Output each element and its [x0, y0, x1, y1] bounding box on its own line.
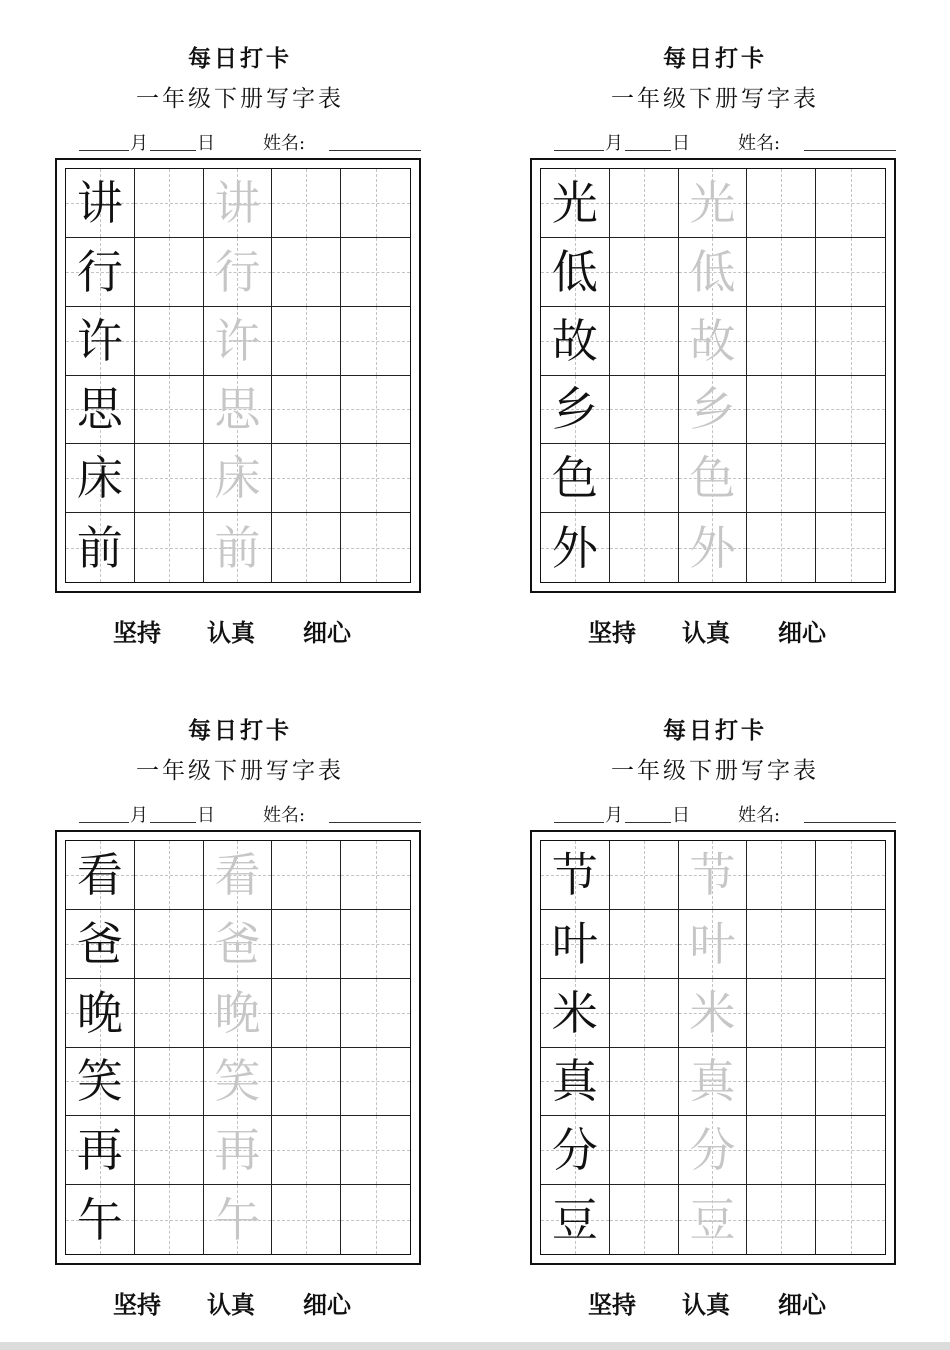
- model-cell: [541, 979, 610, 1048]
- practice-cell[interactable]: [272, 1116, 341, 1185]
- practice-cell[interactable]: [272, 444, 341, 513]
- month-blank[interactable]: [79, 150, 129, 151]
- model-cell: [66, 1116, 135, 1185]
- card-subtitle: 一年级下册写字表: [611, 758, 819, 784]
- trace-cell: [204, 307, 273, 376]
- practice-cell[interactable]: [272, 513, 341, 582]
- practice-cell[interactable]: [816, 444, 885, 513]
- model-cell: [541, 1048, 610, 1117]
- trace-cell: [679, 910, 748, 979]
- practice-grid: [540, 840, 886, 1255]
- name-blank[interactable]: [804, 822, 896, 823]
- practice-cell[interactable]: [816, 1116, 885, 1185]
- model-character: 外: [551, 520, 598, 575]
- trace-character: 前: [214, 520, 261, 575]
- trace-character: 爸: [214, 916, 261, 971]
- day-blank[interactable]: [150, 150, 196, 151]
- practice-cell[interactable]: [272, 910, 341, 979]
- month-blank[interactable]: [79, 822, 129, 823]
- trace-character: 真: [689, 1054, 736, 1109]
- model-cell: [541, 376, 610, 445]
- model-character: 看: [76, 847, 123, 902]
- model-cell: [66, 910, 135, 979]
- practice-cell[interactable]: [610, 307, 679, 376]
- month-blank[interactable]: [554, 150, 604, 151]
- practice-cell[interactable]: [341, 513, 410, 582]
- model-cell: [66, 307, 135, 376]
- trace-cell: [679, 1185, 748, 1254]
- practice-cell[interactable]: [135, 513, 204, 582]
- practice-cell[interactable]: [341, 841, 410, 910]
- practice-cell[interactable]: [135, 910, 204, 979]
- practice-grid: [540, 168, 886, 583]
- trace-character: 故: [689, 313, 736, 368]
- model-cell: [541, 841, 610, 910]
- practice-cell[interactable]: [135, 1185, 204, 1254]
- motto: [530, 613, 896, 647]
- day-blank[interactable]: [625, 822, 671, 823]
- practice-cell[interactable]: [816, 169, 885, 238]
- trace-cell: [679, 513, 748, 582]
- practice-cell[interactable]: [272, 841, 341, 910]
- trace-cell: [204, 169, 273, 238]
- practice-cell[interactable]: [610, 1185, 679, 1254]
- practice-cell[interactable]: [747, 841, 816, 910]
- name-blank[interactable]: [329, 150, 421, 151]
- model-character: 节: [551, 847, 598, 902]
- practice-cell[interactable]: [135, 238, 204, 307]
- motto-persist: 坚持: [588, 1290, 636, 1319]
- trace-cell: [679, 1048, 748, 1117]
- model-cell: [66, 841, 135, 910]
- day-blank[interactable]: [625, 150, 671, 151]
- practice-cell[interactable]: [135, 307, 204, 376]
- trace-cell: [204, 513, 273, 582]
- motto-careful: 细心: [778, 618, 826, 647]
- trace-character: 米: [689, 985, 736, 1040]
- model-cell: [541, 307, 610, 376]
- practice-cell[interactable]: [747, 1116, 816, 1185]
- trace-character: 思: [214, 382, 261, 437]
- date-name-line: [554, 798, 900, 828]
- practice-cell[interactable]: [747, 238, 816, 307]
- practice-cell[interactable]: [610, 1048, 679, 1117]
- trace-cell: [204, 841, 273, 910]
- practice-cell[interactable]: [272, 979, 341, 1048]
- model-character: 前: [76, 520, 123, 575]
- trace-character: 再: [214, 1123, 261, 1178]
- motto-careful: 细心: [303, 1290, 351, 1319]
- model-character: 色: [551, 451, 598, 506]
- trace-cell: [204, 910, 273, 979]
- trace-cell: [204, 1116, 273, 1185]
- name-blank[interactable]: [804, 150, 896, 151]
- practice-grid: [65, 840, 411, 1255]
- practice-cell[interactable]: [135, 1116, 204, 1185]
- motto-persist: 坚持: [113, 618, 161, 647]
- card-title: 每日打卡: [188, 45, 292, 72]
- day-label: 日: [197, 805, 215, 826]
- practice-cell[interactable]: [610, 238, 679, 307]
- model-character: 讲: [76, 175, 123, 230]
- practice-card: [55, 8, 425, 647]
- motto-careful: 细心: [778, 1290, 826, 1319]
- bottom-scroll-band: [0, 1342, 950, 1350]
- trace-cell: [679, 238, 748, 307]
- model-cell: [541, 1116, 610, 1185]
- trace-character: 豆: [689, 1192, 736, 1247]
- model-character: 米: [551, 985, 598, 1040]
- card-title: 每日打卡: [663, 45, 767, 72]
- card-subtitle: 一年级下册写字表: [136, 758, 344, 784]
- motto: [530, 1285, 896, 1319]
- practice-cell[interactable]: [816, 910, 885, 979]
- model-cell: [541, 1185, 610, 1254]
- model-character: 许: [76, 313, 123, 368]
- practice-cell[interactable]: [816, 1185, 885, 1254]
- date-name-line: [79, 798, 425, 828]
- practice-cell[interactable]: [135, 841, 204, 910]
- model-cell: [541, 513, 610, 582]
- card-title: 每日打卡: [188, 717, 292, 744]
- trace-character: 看: [214, 847, 261, 902]
- trace-character: 讲: [214, 175, 261, 230]
- month-label: 月: [605, 133, 623, 154]
- day-label: 日: [197, 133, 215, 154]
- practice-frame: [530, 158, 896, 593]
- model-cell: [66, 376, 135, 445]
- trace-cell: [679, 841, 748, 910]
- trace-character: 晚: [214, 985, 261, 1040]
- trace-cell: [204, 238, 273, 307]
- model-character: 真: [551, 1054, 598, 1109]
- practice-cell[interactable]: [816, 979, 885, 1048]
- trace-character: 笑: [214, 1054, 261, 1109]
- practice-cell[interactable]: [272, 1185, 341, 1254]
- practice-cell[interactable]: [272, 1048, 341, 1117]
- trace-character: 许: [214, 313, 261, 368]
- practice-card: [530, 680, 900, 1319]
- month-label: 月: [130, 805, 148, 826]
- practice-cell[interactable]: [747, 1185, 816, 1254]
- trace-cell: [679, 444, 748, 513]
- month-blank[interactable]: [554, 822, 604, 823]
- motto: [55, 613, 421, 647]
- trace-character: 光: [689, 175, 736, 230]
- practice-cell[interactable]: [341, 1048, 410, 1117]
- practice-cell[interactable]: [341, 979, 410, 1048]
- practice-cell[interactable]: [747, 979, 816, 1048]
- model-cell: [66, 979, 135, 1048]
- model-cell: [66, 1185, 135, 1254]
- practice-cell[interactable]: [610, 444, 679, 513]
- model-character: 豆: [551, 1192, 598, 1247]
- practice-cell[interactable]: [272, 376, 341, 445]
- practice-cell[interactable]: [135, 979, 204, 1048]
- practice-cell[interactable]: [747, 513, 816, 582]
- trace-cell: [204, 444, 273, 513]
- trace-character: 色: [689, 451, 736, 506]
- trace-character: 床: [214, 451, 261, 506]
- motto-earnest: 认真: [207, 1290, 255, 1319]
- day-blank[interactable]: [150, 822, 196, 823]
- trace-cell: [204, 376, 273, 445]
- model-cell: [66, 238, 135, 307]
- practice-cell[interactable]: [341, 910, 410, 979]
- model-character: 床: [76, 451, 123, 506]
- practice-cell[interactable]: [610, 169, 679, 238]
- trace-cell: [679, 307, 748, 376]
- name-label: 姓名:: [738, 805, 781, 826]
- model-character: 晚: [76, 985, 123, 1040]
- model-character: 光: [551, 175, 598, 230]
- model-cell: [66, 1048, 135, 1117]
- practice-cell[interactable]: [816, 841, 885, 910]
- practice-cell[interactable]: [816, 376, 885, 445]
- model-character: 低: [551, 244, 598, 299]
- practice-cell[interactable]: [610, 513, 679, 582]
- practice-cell[interactable]: [747, 307, 816, 376]
- practice-cell[interactable]: [341, 444, 410, 513]
- model-cell: [66, 444, 135, 513]
- practice-cell[interactable]: [816, 1048, 885, 1117]
- practice-cell[interactable]: [135, 376, 204, 445]
- practice-cell[interactable]: [747, 444, 816, 513]
- trace-cell: [679, 169, 748, 238]
- practice-cell[interactable]: [341, 238, 410, 307]
- practice-cell[interactable]: [341, 1116, 410, 1185]
- practice-cell[interactable]: [341, 307, 410, 376]
- month-label: 月: [605, 805, 623, 826]
- trace-cell: [204, 1185, 273, 1254]
- practice-frame: [55, 158, 421, 593]
- practice-cell[interactable]: [747, 376, 816, 445]
- trace-character: 分: [689, 1123, 736, 1178]
- card-subtitle: 一年级下册写字表: [136, 86, 344, 112]
- name-label: 姓名:: [263, 805, 306, 826]
- name-label: 姓名:: [263, 133, 306, 154]
- practice-frame: [55, 830, 421, 1265]
- model-character: 分: [551, 1123, 598, 1178]
- trace-cell: [679, 1116, 748, 1185]
- trace-character: 节: [689, 847, 736, 902]
- practice-cell[interactable]: [135, 1048, 204, 1117]
- practice-cell[interactable]: [272, 169, 341, 238]
- practice-card: [55, 680, 425, 1319]
- practice-cell[interactable]: [341, 1185, 410, 1254]
- motto: [55, 1285, 421, 1319]
- motto-earnest: 认真: [682, 618, 730, 647]
- trace-cell: [204, 1048, 273, 1117]
- model-cell: [66, 513, 135, 582]
- practice-frame: [530, 830, 896, 1265]
- month-label: 月: [130, 133, 148, 154]
- practice-cell[interactable]: [610, 979, 679, 1048]
- practice-card: [530, 8, 900, 647]
- trace-cell: [204, 979, 273, 1048]
- practice-cell[interactable]: [341, 376, 410, 445]
- motto-persist: 坚持: [113, 1290, 161, 1319]
- practice-cell[interactable]: [816, 238, 885, 307]
- practice-cell[interactable]: [135, 444, 204, 513]
- date-name-line: [79, 126, 425, 156]
- trace-character: 外: [689, 520, 736, 575]
- model-character: 故: [551, 313, 598, 368]
- practice-grid: [65, 168, 411, 583]
- practice-cell[interactable]: [341, 169, 410, 238]
- day-label: 日: [672, 805, 690, 826]
- model-character: 思: [76, 382, 123, 437]
- card-title: 每日打卡: [663, 717, 767, 744]
- model-character: 乡: [551, 382, 598, 437]
- model-character: 笑: [76, 1054, 123, 1109]
- model-character: 再: [76, 1123, 123, 1178]
- trace-character: 行: [214, 244, 261, 299]
- practice-cell[interactable]: [135, 169, 204, 238]
- practice-cell[interactable]: [747, 169, 816, 238]
- model-cell: [541, 169, 610, 238]
- model-character: 午: [76, 1192, 123, 1247]
- motto-persist: 坚持: [588, 618, 636, 647]
- trace-character: 低: [689, 244, 736, 299]
- model-cell: [541, 444, 610, 513]
- model-character: 行: [76, 244, 123, 299]
- date-name-line: [554, 126, 900, 156]
- practice-cell[interactable]: [610, 910, 679, 979]
- card-subtitle: 一年级下册写字表: [611, 86, 819, 112]
- practice-cell[interactable]: [610, 376, 679, 445]
- model-character: 爸: [76, 916, 123, 971]
- motto-earnest: 认真: [682, 1290, 730, 1319]
- name-blank[interactable]: [329, 822, 421, 823]
- model-cell: [66, 169, 135, 238]
- trace-character: 叶: [689, 916, 736, 971]
- model-character: 叶: [551, 916, 598, 971]
- practice-cell[interactable]: [610, 841, 679, 910]
- practice-cell[interactable]: [747, 910, 816, 979]
- name-label: 姓名:: [738, 133, 781, 154]
- practice-cell[interactable]: [272, 307, 341, 376]
- model-cell: [541, 238, 610, 307]
- practice-cell[interactable]: [816, 513, 885, 582]
- day-label: 日: [672, 133, 690, 154]
- trace-cell: [679, 376, 748, 445]
- practice-cell[interactable]: [610, 1116, 679, 1185]
- practice-cell[interactable]: [747, 1048, 816, 1117]
- motto-careful: 细心: [303, 618, 351, 647]
- motto-earnest: 认真: [207, 618, 255, 647]
- practice-cell[interactable]: [816, 307, 885, 376]
- model-cell: [541, 910, 610, 979]
- trace-character: 乡: [689, 382, 736, 437]
- practice-cell[interactable]: [272, 238, 341, 307]
- trace-cell: [679, 979, 748, 1048]
- trace-character: 午: [214, 1192, 261, 1247]
